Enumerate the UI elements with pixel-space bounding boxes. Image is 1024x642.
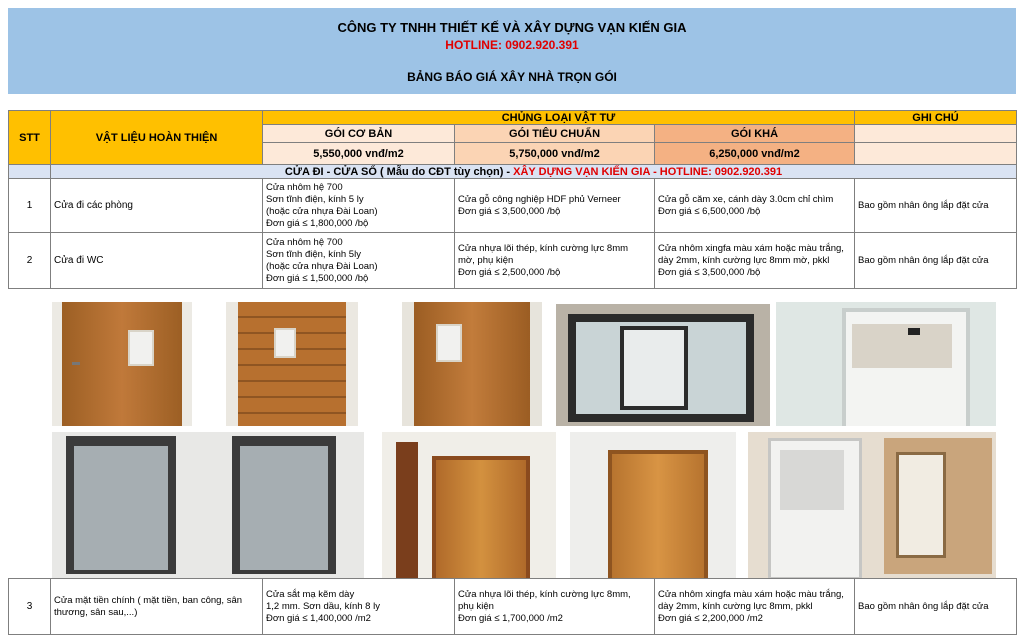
- col-note: GHI CHÚ: [855, 111, 1017, 125]
- row-standard: [455, 579, 655, 635]
- row-basic-line: Cửa sắt mạ kẽm dày: [266, 588, 355, 600]
- section-brand: XÂY DỰNG VẠN KIẾN GIA - HOTLINE: 0902.920.391: [513, 165, 783, 178]
- row-material: Cửa mặt tiền chính ( mặt tiền, ban công, sân thương, sân sau,...): [51, 579, 263, 635]
- row-basic-line: Sơn tĩnh điện, kính 5 ly: [266, 193, 364, 205]
- row-standard-line: phụ kiện: [458, 600, 494, 612]
- row-good: [655, 233, 855, 289]
- section-stt: [9, 165, 51, 179]
- col-material: VẬT LIỆU HOÀN THIỆN: [51, 111, 263, 165]
- door-photo-aluminum-frame: [556, 304, 770, 426]
- col-stt: STT: [9, 111, 51, 165]
- row-good-line: Cửa gỗ căm xe, cánh dày 3.0cm chỉ chìm: [658, 193, 834, 205]
- section-label: CỬA ĐI - CỬA SỔ ( Mẫu do CĐT tùy chọn) -: [284, 165, 514, 178]
- row-good-line: Cửa nhôm xingfa màu xám hoặc màu trắng,: [658, 242, 844, 254]
- row-good-line: dày 2mm, kính cường lực 8mm mờ, pkkl: [658, 254, 830, 266]
- door-photo-gray-aluminum-pair: [52, 432, 364, 578]
- row-stt: 3: [9, 579, 51, 635]
- row-stt: 1: [9, 179, 51, 233]
- row-standard-line: Đơn giá ≤ 1,700,000 /m2: [458, 612, 563, 624]
- row-standard-line: mờ, phụ kiện: [458, 254, 514, 266]
- row-standard-line: Cửa nhựa lõi thép, kính cường lực 8mm,: [458, 588, 631, 600]
- row-standard-line: Đơn giá ≤ 2,500,000 /bộ: [458, 266, 561, 278]
- row-basic-line: (hoặc cửa nhựa Đài Loan): [266, 260, 378, 272]
- hotline: HOTLINE: 0902.920.391: [445, 38, 579, 52]
- note-blank: [855, 125, 1017, 143]
- row-note: Bao gồm nhân ông lắp đặt cửa: [855, 233, 1017, 289]
- row-good-line: Đơn giá ≤ 6,500,000 /bộ: [658, 205, 761, 217]
- door-photo-wood-1: [52, 302, 192, 426]
- row-standard: [455, 179, 655, 233]
- row-basic-line: Đơn giá ≤ 1,400,000 /m2: [266, 612, 371, 624]
- row-good: [655, 579, 855, 635]
- row-basic-line: Cửa nhôm hệ 700: [266, 181, 343, 193]
- door-photo-white-aluminum-pair: [748, 432, 996, 578]
- col-group: CHỦNG LOẠI VẬT TƯ: [263, 111, 855, 125]
- row-basic-line: Đơn giá ≤ 1,800,000 /bộ: [266, 217, 369, 229]
- door-photo-gallery: [0, 296, 1024, 578]
- row-good-line: Cửa nhôm xingfa màu xám hoặc màu trắng,: [658, 588, 844, 600]
- table-row: [9, 579, 1017, 635]
- row-standard-line: Đơn giá ≤ 3,500,000 /bộ: [458, 205, 561, 217]
- row-basic-line: Cửa nhôm hệ 700: [266, 236, 343, 248]
- row-basic: [263, 179, 455, 233]
- row-good-line: Đơn giá ≤ 3,500,000 /bộ: [658, 266, 761, 278]
- table-row: [9, 179, 1017, 233]
- row-note: Bao gồm nhân ông lắp đặt cửa: [855, 579, 1017, 635]
- door-photo-wood-3: [402, 302, 542, 426]
- quote-title: BẢNG BÁO GIÁ XÂY NHÀ TRỌN GÓI: [407, 70, 617, 84]
- table-row: [9, 233, 1017, 289]
- row-standard-line: Cửa gỗ công nghiệp HDF phủ Verneer: [458, 193, 621, 205]
- company-name: CÔNG TY TNHH THIẾT KẾ VÀ XÂY DỰNG VẠN KIẾN GIA: [337, 20, 687, 35]
- row-standard-line: Cửa nhựa lõi thép, kính cường lực 8mm: [458, 242, 629, 254]
- package-good-name: GÓI KHÁ: [655, 125, 855, 143]
- row-stt: 2: [9, 233, 51, 289]
- package-basic-name: GÓI CƠ BẢN: [263, 125, 455, 143]
- row-basic-line: 1,2 mm. Sơn dầu, kính 8 ly: [266, 600, 380, 612]
- row-basic-line: Sơn tĩnh điện, kính 5ly: [266, 248, 361, 260]
- header-banner: [8, 8, 1016, 94]
- package-standard-name: GÓI TIÊU CHUẨN: [455, 125, 655, 143]
- door-photo-white-aluminum: [776, 302, 996, 426]
- row-basic-line: Đơn giá ≤ 1,500,000 /bộ: [266, 272, 369, 284]
- row-good: [655, 179, 855, 233]
- row-basic: [263, 579, 455, 635]
- package-good-price: 6,250,000 vnđ/m2: [655, 143, 855, 165]
- price-table: [8, 110, 1017, 289]
- row-note: Bao gồm nhân ông lắp đặt cửa: [855, 179, 1017, 233]
- row-material: Cửa đi WC: [51, 233, 263, 289]
- row-basic-line: (hoặc cửa nhựa Đài Loan): [266, 205, 378, 217]
- door-photo-wood-2: [226, 302, 358, 426]
- package-standard-price: 5,750,000 vnđ/m2: [455, 143, 655, 165]
- door-photo-wood-panel: [382, 432, 556, 578]
- row-basic: [263, 233, 455, 289]
- row-good-line: dày 2mm, kính cường lực 8mm, pkkl: [658, 600, 813, 612]
- section-heading: [51, 165, 1017, 179]
- door-photo-wood-entry: [570, 432, 736, 578]
- row-good-line: Đơn giá ≤ 2,200,000 /m2: [658, 612, 763, 624]
- row-standard: [455, 233, 655, 289]
- row-material: Cửa đi các phòng: [51, 179, 263, 233]
- price-table-continued: [8, 578, 1017, 635]
- note-blank-2: [855, 143, 1017, 165]
- package-basic-price: 5,550,000 vnđ/m2: [263, 143, 455, 165]
